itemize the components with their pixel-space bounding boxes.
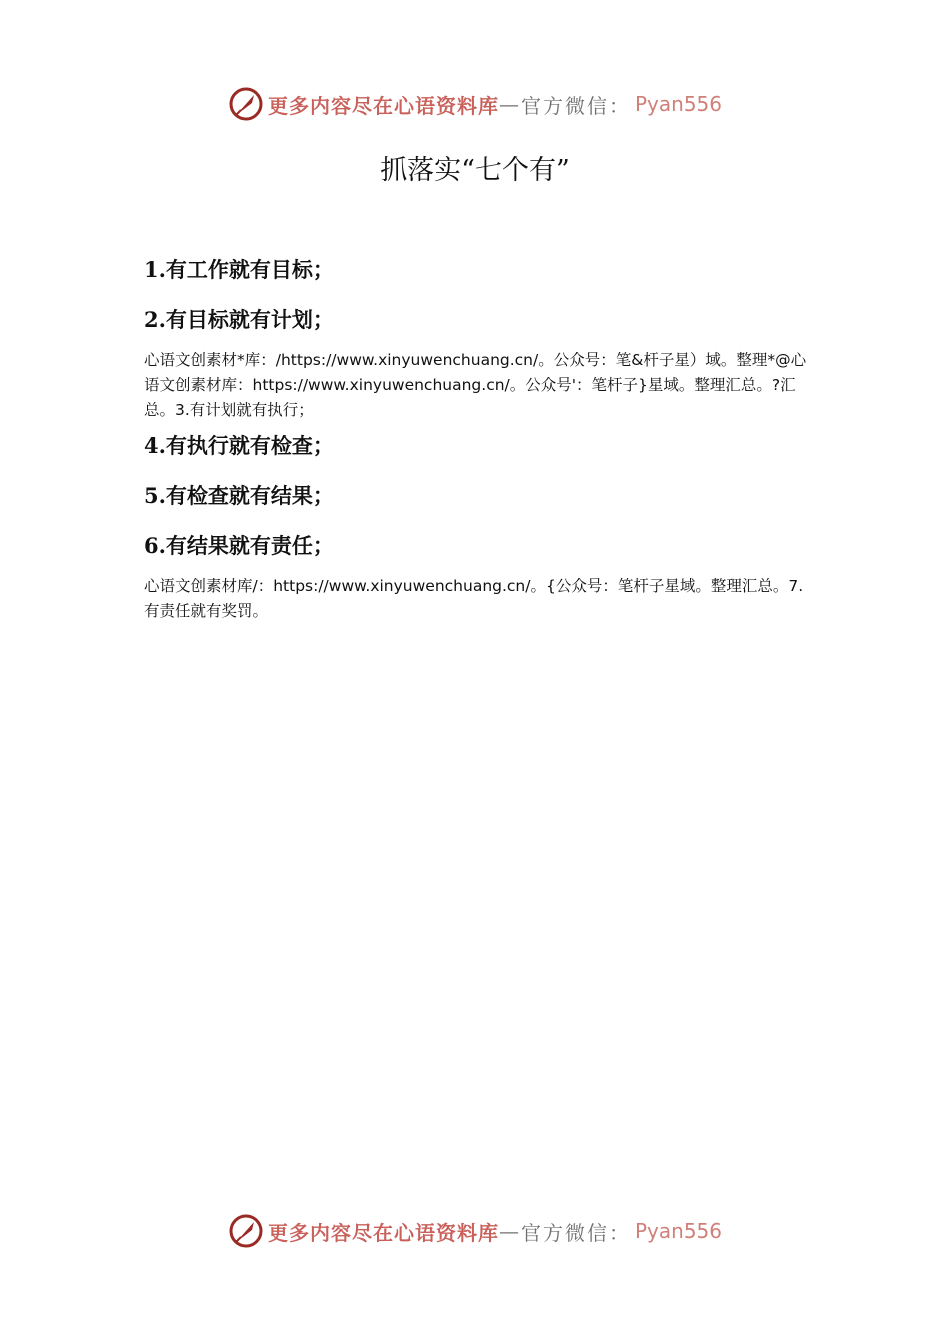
heading-2: 2.有目标就有计划； — [144, 307, 334, 332]
quill-pen-logo-icon — [228, 86, 264, 122]
banner-wechat-label: 官方微信： — [520, 93, 631, 118]
banner-wechat-label: 官方微信： — [520, 1220, 631, 1245]
heading-6: 6.有结果就有责任； — [144, 533, 334, 558]
banner-dash: — — [498, 92, 521, 116]
heading-1: 1.有工作就有目标； — [144, 257, 334, 282]
heading-4: 4.有执行就有检查； — [144, 433, 334, 458]
banner-dash: — — [498, 1219, 521, 1243]
paragraph-2: 心语文创素材库/：https://www.xinyuwenchuang.cn/。{公众号：笔杆子星域。整理汇总。7.有责任就有奖罚。 — [144, 577, 804, 620]
heading-5: 5.有检查就有结果； — [144, 483, 334, 508]
paragraph-1: 心语文创素材*库：/https://www.xinyuwenchuang.cn/。公众号：笔&杆子星）域。整理*@心语文创素材库：https://www.xinyuwenchuang.cn/。公众号'：笔杆子}星域。整理汇总。?汇总。3.有计划就有执行； — [144, 351, 807, 419]
quill-pen-logo-icon — [228, 1213, 264, 1249]
banner-main-text: 更多内容尽在心语资料库 — [267, 93, 499, 118]
document-body — [144, 250, 814, 627]
banner-main-text: 更多内容尽在心语资料库 — [267, 1220, 499, 1245]
header-watermark-banner — [0, 82, 950, 126]
footer-watermark-banner — [0, 1209, 950, 1253]
banner-wechat-id: Pyan556 — [634, 1219, 722, 1243]
document-title: 抓落实“七个有” — [380, 155, 570, 186]
banner-wechat-id: Pyan556 — [634, 92, 722, 116]
